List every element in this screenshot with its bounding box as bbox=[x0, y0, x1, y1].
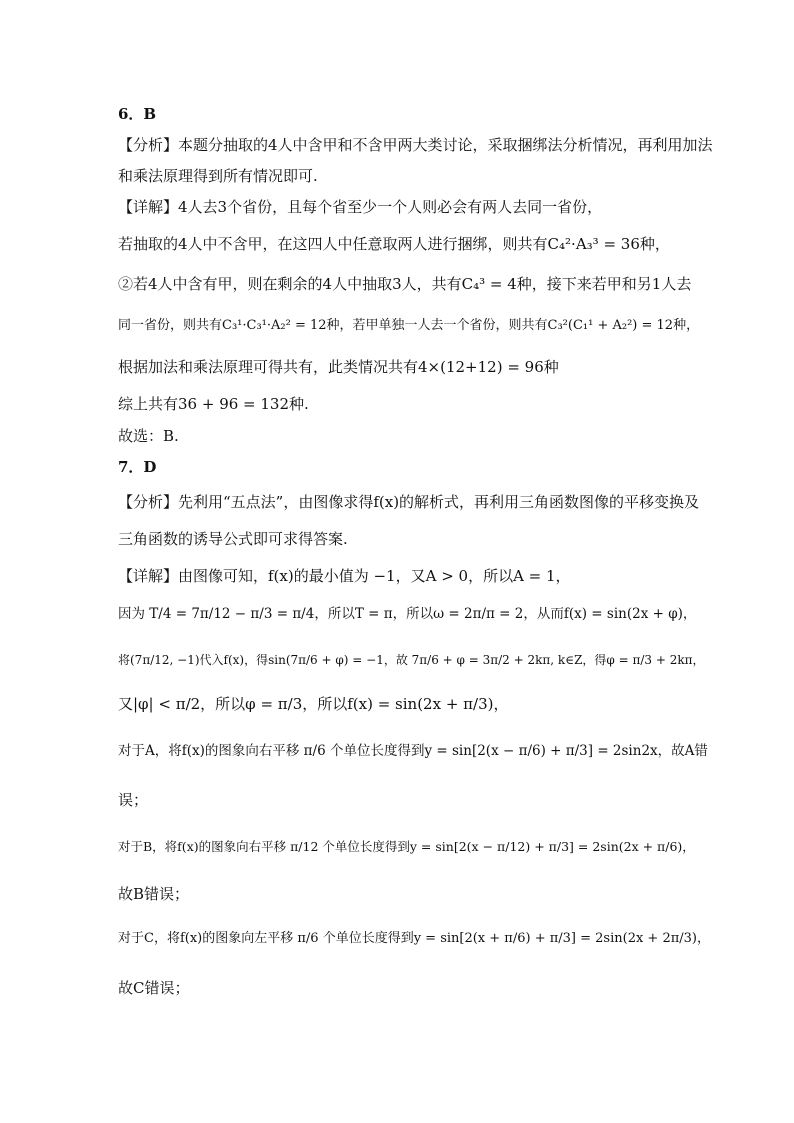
q7-analysis-line1: 【分析】先利用“五点法”，由图像求得f(x)的解析式，再利用三角函数图像的平移变换及 bbox=[118, 493, 700, 511]
q7-option-a-line2: 误； bbox=[118, 791, 149, 809]
q7-detail-line1: 【详解】由图像可知，f(x)的最小值为 −1，又A > 0，所以A = 1， bbox=[118, 567, 571, 585]
q6-conclusion: 故选：B. bbox=[118, 427, 179, 445]
q7-option-c-line1: 对于C，将f(x)的图象向左平移 π/6 个单位长度得到y = sin[2(x + π/6) + π/3] = 2sin(2x + 2π/3)， bbox=[118, 931, 710, 946]
q7-detail-line3: 将(7π/12, −1)代入f(x)，得sin(7π/6 + φ) = −1，故 7π/6 + φ = 3π/2 + 2kπ, k∈Z，得φ = π/3 + 2kπ， bbox=[118, 653, 705, 667]
q7-option-b-line2: 故B错误； bbox=[118, 885, 190, 903]
q7-option-c-line2: 故C错误； bbox=[118, 979, 190, 997]
q6-detail-line2: 若抽取的4人中不含甲，在这四人中任意取两人进行捆绑，则共有C₄²·A₃³ = 36种， bbox=[118, 235, 670, 253]
q7-option-b-line1: 对于B，将f(x)的图象向右平移 π/12 个单位长度得到y = sin[2(x − π/12) + π/3] = 2sin(2x + π/6)， bbox=[118, 839, 695, 854]
q6-detail-line5: 根据加法和乘法原理可得共有，此类情况共有4×(12+12) = 96种 bbox=[118, 358, 559, 376]
q7-analysis-line2: 三角函数的诱导公式即可求得答案. bbox=[118, 530, 348, 548]
q7-detail-line2: 因为 T/4 = 7π/12 − π/3 = π/4，所以T = π，所以ω = 2π/π = 2，从而f(x) = sin(2x + φ)， bbox=[118, 606, 697, 622]
q6-detail-line3: ②若4人中含有甲，则在剩余的4人中抽取3人，共有C₄³ = 4种，接下来若甲和另1人去 bbox=[118, 275, 692, 293]
q6-detail-line4: 同一省份，则共有C₃¹·C₃¹·A₂² = 12种，若甲单独一人去一个省份，则共有C₃²(C₁¹ + A₂²) = 12种， bbox=[118, 318, 700, 333]
q7-answer: 7．D bbox=[118, 458, 157, 476]
q6-analysis-line1: 【分析】本题分抽取的4人中含甲和不含甲两大类讨论，采取捆绑法分析情况，再利用加法 bbox=[118, 136, 713, 154]
q6-answer: 6．B bbox=[118, 105, 157, 123]
q7-detail-line4: 又|φ| < π/2，所以φ = π/3，所以f(x) = sin(2x + π/3)， bbox=[118, 695, 509, 713]
q6-analysis-line2: 和乘法原理得到所有情况即可. bbox=[118, 167, 318, 185]
q6-detail-line1: 【详解】4人去3个省份，且每个省至少一个人则必会有两人去同一省份， bbox=[118, 198, 603, 216]
q7-option-a-line1: 对于A，将f(x)的图象向右平移 π/6 个单位长度得到y = sin[2(x − π/6) + π/3] = 2sin2x，故A错 bbox=[118, 743, 708, 759]
q6-detail-line6: 综上共有36 + 96 = 132种. bbox=[118, 395, 309, 413]
